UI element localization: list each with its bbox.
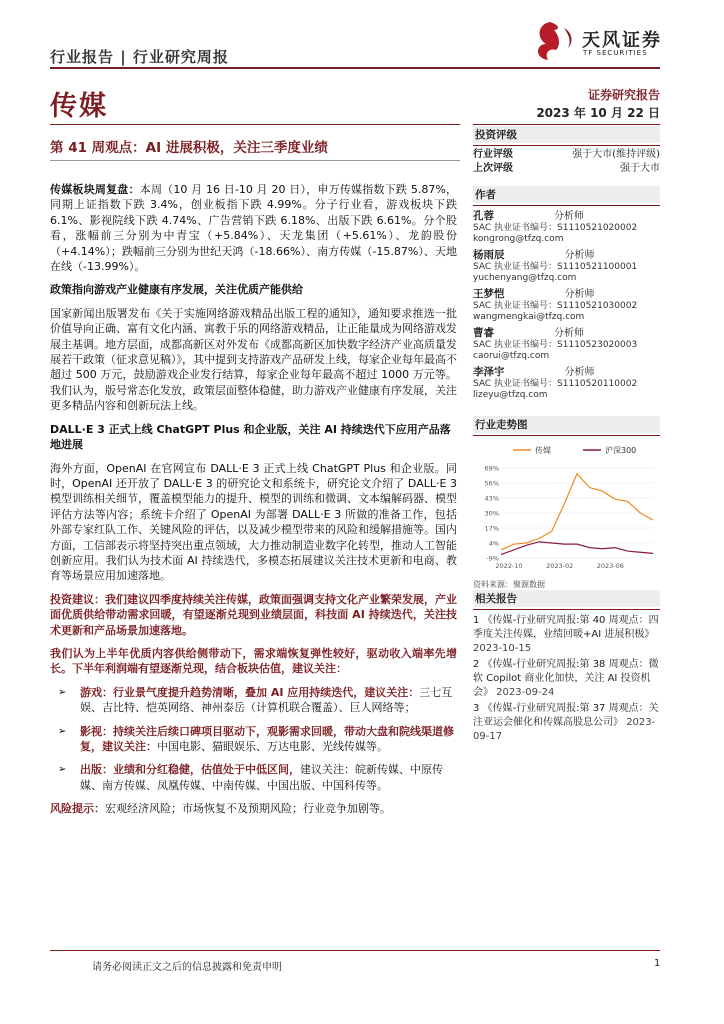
page-number: 1 (654, 958, 661, 969)
y-tick-label: -9% (486, 554, 499, 563)
subheading-policy: 政策指向游戏产业健康有序发展，关注优质产能供给 (50, 283, 303, 297)
author-email[interactable]: lizeyu@tfzq.com (473, 390, 548, 400)
author-email[interactable]: wangmengkai@tfzq.com (473, 312, 585, 322)
logo-text: 天风证券 (582, 30, 662, 51)
paragraph-investment-advice: 投资建议：我们建议四季度持续关注传媒，政策面强调支持文化产业繁荣发展，产业面优质供给带动需求回暖，有望逐渐兑现到业绩层面，科技面 AI 持续迭代，关注技术更新和产品场景加速落地。 (50, 592, 457, 637)
author-entry: 王梦恺 分析师 SAC 执业证书编号：S1110521030002 wangmengkai@tfzq.com (473, 288, 660, 323)
related-report-link[interactable]: 3 《传媒-行业研究周报:第 37 周观点：关注亚运会催化和传媒高股息公司》 2023-09-17 (473, 703, 659, 742)
paragraph-weekly-review (50, 182, 457, 274)
paragraph-ai: 海外方面，OpenAI 在官网宣布 DALL·E 3 正式上线 ChatGPT Plus 和企业版。同时，OpenAI 还开放了 DALL·E 3 的研究论文和系统卡，研究论文介绍了 DALL·E 3 模型训练相关细节，覆盖模型能力的提升、模型的训练和微调、文本编解码器、模型评估方法等内容；系统卡介绍了 OpenAI 为部署 DALL·E 3 所做的准备工作，包括外部专家红队工作、关键风险的评估，以及减少模型带来的风险和缓解措施等。国内方面，工信部表示将坚持突出重点领域，大力推动制造业数字化转型，推动人工智能创新应用。我们认为技术面 AI 持续迭代，多模态拓展建议关注技术更新和电商、教育等场景应用加速落地。 (50, 461, 457, 583)
author-email[interactable]: caorui@tfzq.com (473, 351, 550, 361)
divider (473, 205, 660, 206)
related-section (473, 590, 660, 744)
rating-row: 上次评级 强于大市 (473, 163, 660, 174)
list-item-text: 三七互娱、吉比特、恺英网络、神州泰岳（计算机联合覆盖）、巨人网络等； (80, 685, 453, 715)
rating-section (473, 126, 660, 176)
author-email[interactable]: yuchenyang@tfzq.com (473, 273, 577, 283)
main-content (50, 182, 457, 825)
author-entry: 曹睿 分析师 SAC 执业证书编号：S1110523020003 caorui@tfzq.com (473, 327, 660, 362)
trend-section (473, 416, 660, 590)
report-headline: 第 41 周观点：AI 进展积极，关注三季度业绩 (50, 140, 328, 156)
footer-disclaimer[interactable]: 请务必阅读正文之后的信息披露和免责申明 (92, 962, 282, 973)
arrow-bullet-icon: ➢ (58, 686, 67, 698)
report-date: 2023 年 10 月 22 日 (536, 106, 660, 120)
list-item-lead: 游戏：行业景气度提升趋势清晰，叠加 AI 应用持续迭代，建议关注： (80, 685, 420, 699)
divider (473, 124, 660, 125)
authors-section (473, 186, 660, 405)
chart-source: 资料来源：聚源数据 (473, 580, 545, 589)
research-type: 证券研究报告 (587, 88, 660, 102)
risk-text: 宏观经济风险；市场恢复不及预期风险；行业竞争加剧等。 (105, 802, 391, 816)
report-type: 行业报告 | 行业研究周报 (50, 48, 229, 66)
x-tick-label: 2023-02 (546, 562, 574, 570)
recommendation-list (50, 685, 457, 793)
trend-title: 行业走势图 (473, 416, 660, 433)
author-entry: 杨雨辰 分析师 SAC 执业证书编号：S1110521100001 yuchenyang@tfzq.com (473, 249, 660, 284)
divider (473, 609, 660, 610)
author-list (473, 210, 660, 401)
logo-subtext: TF SECURITIES (583, 49, 648, 57)
related-report-link[interactable]: 1 《传媒-行业研究周报:第 40 周观点：四季度关注传媒，业绩回暖+AI 进展积极》 2023-10-15 (473, 615, 659, 654)
author-email[interactable]: kongrong@tfzq.com (473, 234, 564, 244)
y-tick-label: 56% (484, 479, 499, 488)
arrow-bullet-icon: ➢ (58, 764, 67, 776)
rating-row: 行业评级 强于大市(维持评级) (473, 149, 660, 160)
arrow-bullet-icon: ➢ (58, 725, 67, 737)
legend-label: 沪深300 (605, 446, 637, 455)
author-entry: 孔蓉 分析师 SAC 执业证书编号：S1110521020002 kongrong@tfzq.com (473, 210, 660, 245)
related-title: 相关报告 (473, 590, 660, 607)
paragraph-policy: 国家新闻出版署发布《关于实施网络游戏精品出版工程的通知》，通知要求推选一批价值导向正确、富有文化内涵、寓教于乐的网络游戏精品，让正能量成为网络游戏发展主基调。地方层面，成都高新区对外发布《成都高新区加快数字经济产业高质量发展若干政策（征求意见稿）》，其中提到支持游戏产品研发上线，每家企业每年最高不超过 500 万元，鼓励游戏企业发行结算，每家企业每年最高不超过 1000 万元等。我们认为，版号常态化发放，政策层面整体稳健，助力游戏产业健康有序发展，关注更多精品内容和创新玩法上线。 (50, 306, 457, 413)
y-tick-label: 17% (484, 524, 499, 533)
list-item-text: 中国电影、猫眼娱乐、万达电影、光线传媒等。 (157, 740, 388, 753)
lead-text: 传媒板块周复盘： (50, 183, 140, 196)
y-tick-label: 43% (484, 494, 499, 503)
legend-label: 传媒 (535, 446, 551, 455)
divider (50, 160, 460, 161)
divider (50, 124, 460, 125)
paragraph-outlook: 我们认为上半年优质内容供给侧带动下，需求端恢复弹性较好，驱动收入端率先增长。下半年利润端有望逐渐兑现，结合板块估值，建议关注： (50, 646, 457, 676)
body-text: 本周（10 月 16 日-10 月 20 日），申万传媒指数下跌 5.87%，同期上证指数下跌 3.4%，创业板指下跌 4.99%。分子行业看，游戏板块下跌 6.1%、影视院线下跌 4.74%、广告营销下跌 6.18%、出版下跌 6.61%。分个股看，涨幅前三分别为中青宝（+5.84%）、天龙集团（+5.61%）、龙韵股份（+4.14%）；跌幅前三分别为世纪天鸿（-18.66%）、南方传媒（-15.87%）、天地在线（-13.99%）。 (50, 183, 457, 274)
y-tick-label: 30% (484, 509, 499, 518)
series-line (501, 474, 653, 550)
header-divider (50, 67, 660, 69)
authors-title: 作者 (473, 186, 660, 203)
divider (473, 435, 660, 436)
trend-chart (473, 440, 660, 574)
y-tick-label: 69% (484, 464, 499, 473)
list-item-text: 建议关注：皖新传媒、中原传媒、南方传媒、凤凰传媒、中南传媒、中国出版、中国科传等。 (80, 763, 443, 792)
subheading-ai: DALL·E 3 正式上线 ChatGPT Plus 和企业版，关注 AI 持续迭代下应用产品落地进展 (50, 422, 451, 452)
sector-title: 传媒 (50, 91, 108, 122)
x-tick-label: 2023-06 (596, 562, 624, 570)
risk-lead: 风险提示： (50, 802, 105, 816)
list-item (50, 762, 457, 793)
list-item-lead: 影视：持续关注后续口碑项目驱动下，观影需求回暖，带动大盘和院线渠道修复，建议关注： (80, 724, 454, 753)
y-tick-label: 4% (488, 539, 499, 548)
footer-divider (50, 950, 660, 951)
list-item (50, 685, 457, 716)
x-tick-label: 2022-10 (495, 562, 523, 570)
rating-title: 投资评级 (473, 126, 660, 143)
related-report-link[interactable]: 2 《传媒-行业研究周报:第 38 周观点：微软 Copilot 商业化加快，关注 AI 投资机会》 2023-09-24 (473, 659, 659, 698)
paragraph-risk (50, 801, 457, 816)
author-entry: 李泽宇 分析师 SAC 执业证书编号：S1110520110002 lizeyu@tfzq.com (473, 366, 660, 401)
list-item (50, 724, 457, 755)
divider (473, 145, 660, 146)
list-item-lead: 出版：业绩和分红稳健，估值处于中低区间， (80, 763, 300, 777)
